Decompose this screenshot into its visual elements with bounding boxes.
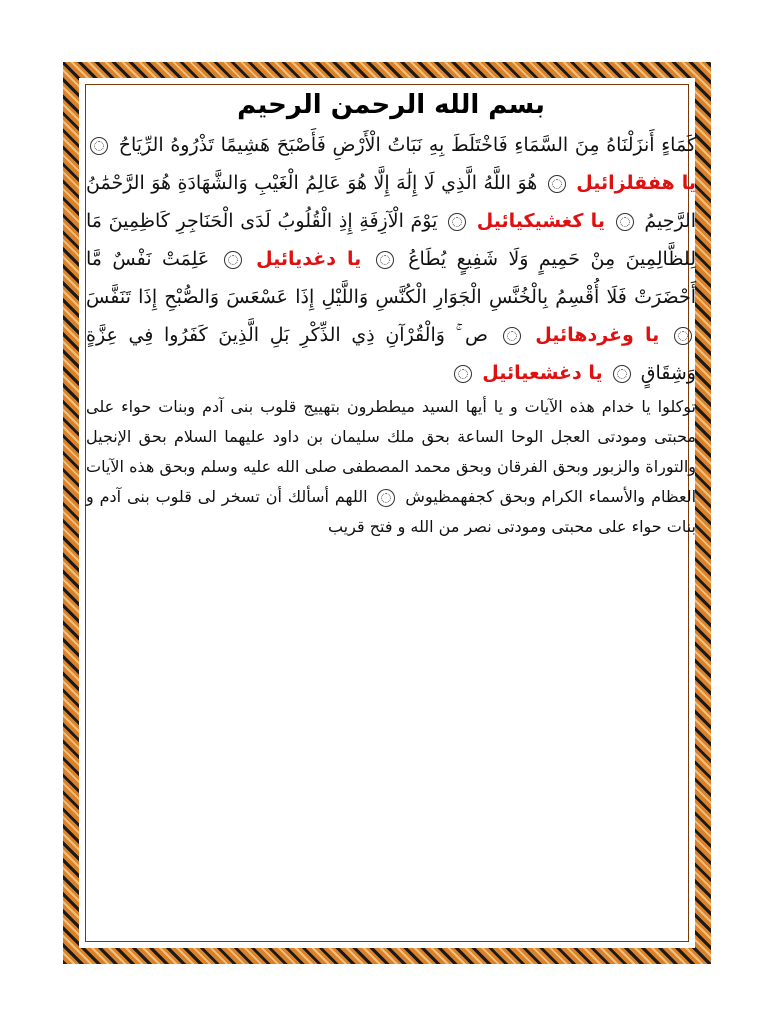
angel-name-3: يا دغديائيل [256,248,362,270]
quran-verses-block [86,126,696,392]
verse-end-marker-icon [454,365,472,383]
verse-end-marker-icon [503,327,521,345]
verse-text-2: هُوَ اللَّهُ الَّذِي لَا إِلَٰهَ إِلَّا هُوَ عَالِمُ الْغَيْبِ وَالشَّهَادَةِ هُوَ الرَّحْمَٰنُ الرَّحِيمُ [86,172,697,232]
angel-name-1: يا هفقلزائيل [576,172,697,194]
verse-text-3: يَوْمَ الْآزِفَةِ إِذِ الْقُلُوبُ لَدَى الْحَنَاجِرِ كَاظِمِينَ مَا لِلظَّالِمِينَ مِنْ حَمِيمٍ وَلَا شَفِيعٍ يُطَاعُ [86,210,696,270]
page-content [86,90,696,542]
angel-name-4: يا وغردهائيل [535,324,660,346]
verse-end-marker-icon [224,251,242,269]
verse-end-marker-icon [90,137,108,155]
supplication-text-2: اللهم أسألك أن تسخر لى قلوب بنى آدم و بنات حواء على محبتى ومودتى نصر من الله و فتح قريب [86,487,696,536]
verse-text-1: كَمَاءٍ أَنزَلْنَاهُ مِنَ السَّمَاءِ فَاخْتَلَطَ بِهِ نَبَاتُ الْأَرْضِ فَأَصْبَحَ هَشِيمًا تَذْرُوهُ الرِّيَاحُ [118,134,696,156]
angel-name-2: يا كغشيكيائيل [476,210,605,232]
verse-text-4: عَلِمَتْ نَفْسٌ مَّا أَحْضَرَتْ فَلَا أُقْسِمُ بِالْخُنَّسِ الْجَوَارِ الْكُنَّسِ وَاللَّيْلِ إِذَا عَسْعَسَ وَالصُّبْحِ إِذَا تَنَفَّسَ [86,248,696,308]
verse-end-marker-icon [616,213,634,231]
page-title: بسم الله الرحمن الرحيم [237,90,545,120]
verse-end-marker-icon [674,327,692,345]
verse-end-marker-icon [448,213,466,231]
angel-name-5: يا دغشعيائيل [482,362,603,384]
verse-end-marker-icon [377,489,395,507]
verse-text-5: ص ۚ وَالْقُرْآنِ ذِي الذِّكْرِ بَلِ الَّذِينَ كَفَرُوا فِي عِزَّةٍ وَشِقَاقٍ [86,324,696,384]
supplication-paragraph [86,392,696,542]
verse-end-marker-icon [548,175,566,193]
verse-end-marker-icon [613,365,631,383]
supplication-text-1: توكلوا يا خدام هذه الآيات و يا أيها السيد ميططرون بتهييج قلوب بنى آدم وبنات حواء على محبتى ومودتى العجل الوحا الساعة بحق ملك سليمان بن داود عليهما السلام بحق الإنجيل والتوراة والزبور وبحق الفرقان وبحق محمد المصطفى صلى الله عليه وسلم وبحق هذه الآيات العظام والأسماء الكرام وبحق كجفهمظيوش [86,397,697,506]
verse-end-marker-icon [376,251,394,269]
